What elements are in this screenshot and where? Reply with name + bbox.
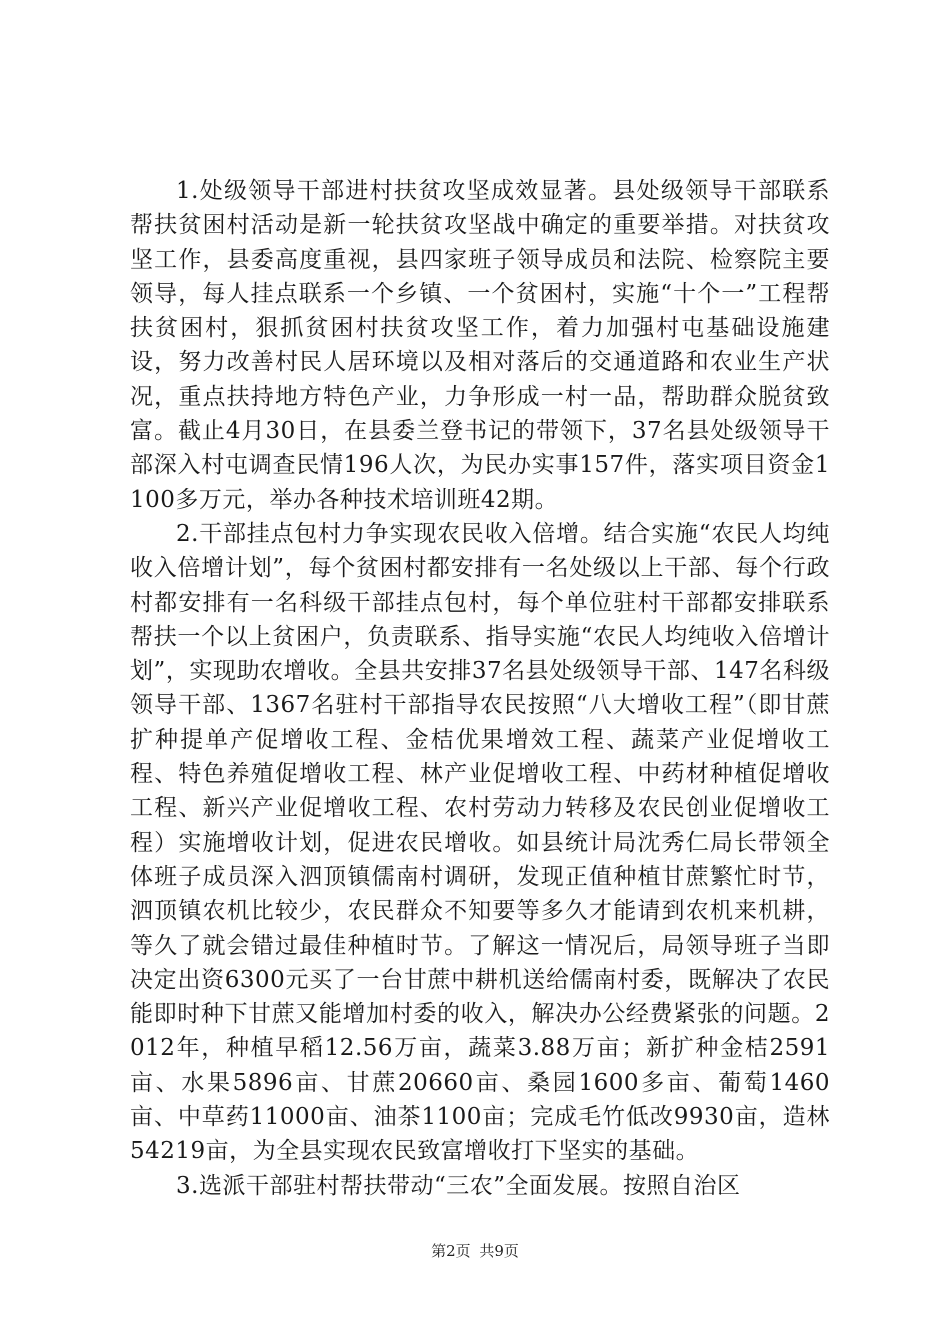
page-footer [0,1240,950,1261]
paragraph-3: 3.选派干部驻村帮扶带动“三农”全面发展。按照自治区 [176,1172,741,1199]
document-body [130,174,830,1203]
paragraph-1: 1.处级领导干部进村扶贫攻坚成效显著。县处级领导干部联系帮扶贫困村活动是新一轮扶贫攻坚战中确定的重要举措。对扶贫攻坚工作，县委高度重视，县四家班子领导成员和法院、检察院主要领导，每人挂点联系一个乡镇、一个贫困村，实施“十个一”工程帮扶贫困村，狠抓贫困村扶贫攻坚工作，着力加强村屯基础设施建设，努力改善村民人居环境以及相对落后的交通道路和农业生产状况，重点扶持地方特色产业，力争形成一村一品，帮助群众脱贫致富。截止4月30日，在县委兰登书记的带领下，37名县处级领导干部深入村屯调查民情196人次，为民办实事157件，落实项目资金1100多万元，举办各种技术培训班42期。 [130,178,830,513]
total-pages: 共9页 [479,1242,519,1260]
paragraph-2: 2.干部挂点包村力争实现农民收入倍增。结合实施“农民人均纯收入倍增计划”，每个贫困村都安排有一名处级以上干部、每个行政村都安排有一名科级干部挂点包村，每个单位驻村干部都安排联系帮扶一个以上贫困户，负责联系、指导实施“农民人均纯收入倍增计划”，实现助农增收。全县共安排37名县处级领导干部、147名科级领导干部、1367名驻村干部指导农民按照“八大增收工程”（即甘蔗扩种提单产促增收工程、金桔优果增效工程、蔬菜产业促增收工程、特色养殖促增收工程、林产业促增收工程、中药材种植促增收工程、新兴产业促增收工程、农村劳动力转移及农民创业促增收工程）实施增收计划，促进农民增收。如县统计局沈秀仁局长带领全体班子成员深入泗顶镇儒南村调研，发现正值种植甘蔗繁忙时节，泗顶镇农机比较少，农民群众不知要等多久才能请到农机来机耕，等久了就会错过最佳种植时节。了解这一情况后，局领导班子当即决定出资6300元买了一台甘蔗中耕机送给儒南村委，既解决了农民能即时种下甘蔗又能增加村委的收入，解决办公经费紧张的问题。2012年，种植早稻12.56万亩，蔬菜3.88万亩；新扩种金桔2591亩、水果5896亩、甘蔗20660亩、桑园1600多亩、葡萄1460亩、中草药11000亩、油茶1100亩；完成毛竹低改9930亩，造林54219亩，为全县实现农民致富增收打下坚实的基础。 [130,520,830,1165]
page-number: 第2页 [431,1242,471,1260]
